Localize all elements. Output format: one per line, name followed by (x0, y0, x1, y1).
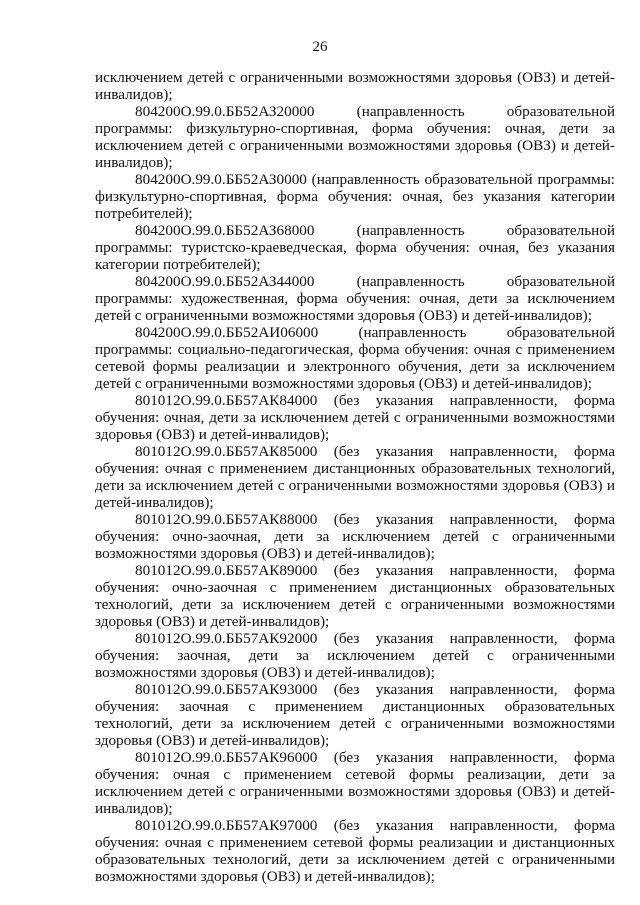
paragraph-code-801012-bb57ak89000: 801012О.99.0.ББ57АК89000 (без указания направленности, форма обучения: очно-заочная с применением дистанционных образовательных технологий, дети за исключением детей с ограниченными возможностями здоровья (ОВЗ) и детей-инвалидов); (95, 562, 615, 630)
paragraph-code-801012-bb57ak96000: 801012О.99.0.ББ57АК96000 (без указания направленности, форма обучения: очная с применением сетевой формы реализации, дети за исключением детей с ограниченными возможностями здоровья (ОВЗ) и детей-инвалидов); (95, 749, 615, 817)
page-number: 26 (312, 39, 328, 55)
paragraph-code-801012-bb57ak97000: 801012О.99.0.ББ57АК97000 (без указания направленности, форма обучения: очная с применением сетевой формы реализации и дистанционных образовательных технологий, дети за исключением детей с ограниченными возможностями здоровья (ОВЗ) и детей-инвалидов); (95, 817, 615, 885)
paragraph-code-804200-bb52ai06000: 804200О.99.0.ББ52АИ06000 (направленность образовательной программы: социально-педагогическая, форма обучения: очная с применением сетевой формы реализации и электронного обучения, дети за исключением детей с ограниченными возможностями здоровья (ОВЗ) и детей-инвалидов); (95, 324, 615, 392)
paragraph-code-804200-bb52az44000: 804200О.99.0.ББ52АЗ44000 (направленность образовательной программы: художественная, форма обучения: очная, дети за исключением детей с ограниченными возможностями здоровья (ОВЗ) и детей-инвалидов); (95, 273, 615, 324)
document-body (95, 69, 615, 885)
paragraph-code-804200-bb52az20000: 804200О.99.0.ББ52АЗ20000 (направленность образовательной программы: физкультурно-спортивная, форма обучения: очная, дети за исключением детей с ограниченными возможностями здоровья (ОВЗ) и детей-инвалидов); (95, 103, 615, 171)
paragraph-code-801012-bb57ak93000: 801012О.99.0.ББ57АК93000 (без указания направленности, форма обучения: заочная с применением дистанционных образовательных технологий, дети за исключением детей с ограниченными возможностями здоровья (ОВЗ) и детей-инвалидов); (95, 681, 615, 749)
paragraph-code-801012-bb57ak84000: 801012О.99.0.ББ57АК84000 (без указания направленности, форма обучения: очная, дети за исключением детей с ограниченными возможностями здоровья (ОВЗ) и детей-инвалидов); (95, 392, 615, 443)
paragraph-code-801012-bb57ak88000: 801012О.99.0.ББ57АК88000 (без указания направленности, форма обучения: очно-заочная, дети за исключением детей с ограниченными возможностями здоровья (ОВЗ) и детей-инвалидов); (95, 511, 615, 562)
paragraph-code-801012-bb57ak85000: 801012О.99.0.ББ57АК85000 (без указания направленности, форма обучения: очная с применением дистанционных образовательных технологий, дети за исключением детей с ограниченными возможностями здоровья (ОВЗ) и детей-инвалидов); (95, 443, 615, 511)
paragraph-continuation: исключением детей с ограниченными возможностями здоровья (ОВЗ) и детей-инвалидов); (95, 69, 615, 103)
paragraph-code-801012-bb57ak92000: 801012О.99.0.ББ57АК92000 (без указания направленности, форма обучения: заочная, дети за исключением детей с ограниченными возможностями здоровья (ОВЗ) и детей-инвалидов); (95, 630, 615, 681)
paragraph-code-804200-bb52az0000: 804200О.99.0.ББ52АЗ0000 (направленность образовательной программы: физкультурно-спортивная, форма обучения: очная, без указания категории потребителей); (95, 171, 615, 222)
paragraph-code-804200-bb52az68000: 804200О.99.0.ББ52АЗ68000 (направленность образовательной программы: туристско-краеведческая, форма обучения: очная, без указания категории потребителей); (95, 222, 615, 273)
